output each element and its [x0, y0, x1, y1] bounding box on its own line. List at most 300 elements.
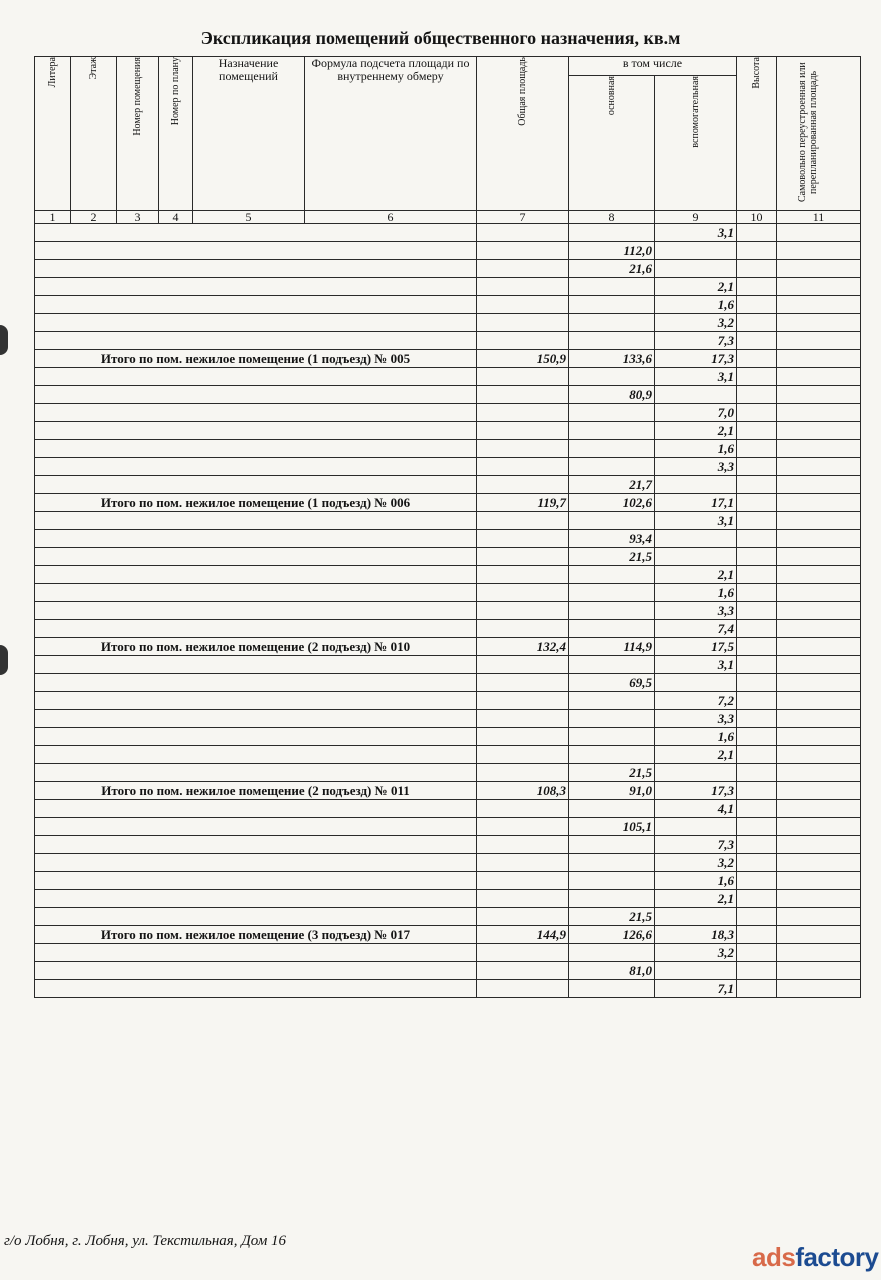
- subtotal-height: [737, 710, 777, 728]
- subtotal-label: [35, 458, 477, 476]
- subtotal-total-area: [477, 674, 569, 692]
- column-number: 1: [35, 211, 71, 224]
- subtotal-self-rebuilt: [777, 386, 861, 404]
- subtotal-aux-area: [655, 908, 737, 926]
- subtotal-label: [35, 260, 477, 278]
- subtotal-label: [35, 512, 477, 530]
- subtotal-label: [35, 818, 477, 836]
- subtotal-row: [35, 350, 861, 368]
- document-title: Экспликация помещений общественного назначения, кв.м: [200, 28, 681, 48]
- header-incl: в том числе: [569, 57, 737, 76]
- subtotal-self-rebuilt: [777, 692, 861, 710]
- subtotal-main-area: [569, 332, 655, 350]
- subtotal-aux-area: 7,0: [655, 404, 737, 422]
- subtotal-row: [35, 890, 861, 908]
- subtotal-height: [737, 584, 777, 602]
- subtotal-row: [35, 908, 861, 926]
- subtotal-total-area: [477, 368, 569, 386]
- subtotal-total-area: [477, 530, 569, 548]
- subtotal-total-area: [477, 314, 569, 332]
- subtotal-label: [35, 422, 477, 440]
- subtotal-aux-area: 1,6: [655, 728, 737, 746]
- subtotal-main-area: [569, 224, 655, 242]
- subtotal-total-area: [477, 818, 569, 836]
- subtotal-total-area: [477, 962, 569, 980]
- subtotal-aux-area: [655, 818, 737, 836]
- subtotal-main-area: [569, 890, 655, 908]
- subtotal-row: [35, 980, 861, 998]
- subtotal-main-area: [569, 800, 655, 818]
- subtotal-row: [35, 782, 861, 800]
- subtotal-row: [35, 746, 861, 764]
- subtotal-self-rebuilt: [777, 620, 861, 638]
- subtotal-label: [35, 800, 477, 818]
- subtotal-height: [737, 620, 777, 638]
- subtotal-height: [737, 872, 777, 890]
- subtotal-row: [35, 512, 861, 530]
- subtotal-main-area: [569, 422, 655, 440]
- subtotal-main-area: 105,1: [569, 818, 655, 836]
- subtotal-total-area: [477, 710, 569, 728]
- subtotal-height: [737, 530, 777, 548]
- subtotal-row: [35, 332, 861, 350]
- subtotal-row: [35, 242, 861, 260]
- column-number: 6: [305, 211, 477, 224]
- subtotal-label: [35, 944, 477, 962]
- subtotal-row: [35, 368, 861, 386]
- subtotal-height: [737, 548, 777, 566]
- address-footer: г/о Лобня, г. Лобня, ул. Текстильная, Дом 16: [4, 1233, 287, 1249]
- subtotal-label: [35, 656, 477, 674]
- subtotal-row: [35, 566, 861, 584]
- header-purpose: Назначение помещений: [193, 57, 305, 211]
- subtotal-aux-area: 3,3: [655, 458, 737, 476]
- column-number: 3: [117, 211, 159, 224]
- subtotal-height: [737, 764, 777, 782]
- subtotal-main-area: 133,6: [569, 350, 655, 368]
- subtotal-label: [35, 980, 477, 998]
- subtotal-label: [35, 584, 477, 602]
- subtotal-aux-area: [655, 260, 737, 278]
- subtotal-main-area: 21,5: [569, 764, 655, 782]
- header-total-area: Общая площадь: [477, 57, 569, 211]
- watermark-logo: adsfactory: [752, 1242, 879, 1272]
- subtotal-height: [737, 962, 777, 980]
- subtotal-row: [35, 638, 861, 656]
- subtotal-height: [737, 638, 777, 656]
- subtotal-self-rebuilt: [777, 818, 861, 836]
- column-number: 9: [655, 211, 737, 224]
- subtotal-aux-area: [655, 476, 737, 494]
- subtotal-row: [35, 458, 861, 476]
- subtotal-row: [35, 296, 861, 314]
- subtotal-aux-area: 17,1: [655, 494, 737, 512]
- subtotal-main-area: [569, 710, 655, 728]
- subtotal-aux-area: [655, 764, 737, 782]
- subtotal-label: Итого по пом. нежилое помещение (3 подъезд) № 017: [35, 926, 477, 944]
- subtotal-self-rebuilt: [777, 854, 861, 872]
- header-litera: Литера: [35, 57, 71, 211]
- subtotal-label: [35, 764, 477, 782]
- subtotal-height: [737, 422, 777, 440]
- subtotal-main-area: [569, 836, 655, 854]
- subtotal-self-rebuilt: [777, 332, 861, 350]
- subtotal-self-rebuilt: [777, 962, 861, 980]
- subtotal-row: [35, 728, 861, 746]
- subtotal-total-area: [477, 746, 569, 764]
- subtotal-height: [737, 782, 777, 800]
- subtotal-self-rebuilt: [777, 458, 861, 476]
- subtotal-total-area: [477, 908, 569, 926]
- subtotal-height: [737, 818, 777, 836]
- subtotal-height: [737, 926, 777, 944]
- header-room-no: Номер помещения: [117, 57, 159, 211]
- subtotal-label: [35, 674, 477, 692]
- subtotal-total-area: [477, 620, 569, 638]
- subtotal-aux-area: [655, 242, 737, 260]
- subtotal-label: [35, 620, 477, 638]
- subtotal-aux-area: 7,3: [655, 332, 737, 350]
- subtotal-aux-area: 2,1: [655, 890, 737, 908]
- subtotal-self-rebuilt: [777, 350, 861, 368]
- subtotal-row: [35, 944, 861, 962]
- subtotal-total-area: [477, 656, 569, 674]
- subtotal-row: [35, 260, 861, 278]
- subtotal-self-rebuilt: [777, 638, 861, 656]
- subtotal-label: [35, 602, 477, 620]
- subtotal-height: [737, 296, 777, 314]
- subtotal-main-area: 112,0: [569, 242, 655, 260]
- subtotal-main-area: [569, 728, 655, 746]
- subtotal-row: [35, 872, 861, 890]
- subtotal-self-rebuilt: [777, 494, 861, 512]
- subtotal-main-area: [569, 404, 655, 422]
- subtotal-height: [737, 260, 777, 278]
- subtotal-row: [35, 620, 861, 638]
- subtotal-aux-area: 3,3: [655, 710, 737, 728]
- subtotal-main-area: [569, 278, 655, 296]
- subtotal-aux-area: [655, 962, 737, 980]
- column-number: 11: [777, 211, 861, 224]
- subtotal-aux-area: 1,6: [655, 872, 737, 890]
- header-floor: Этаж: [71, 57, 117, 211]
- subtotal-total-area: [477, 332, 569, 350]
- subtotal-main-area: [569, 314, 655, 332]
- subtotal-self-rebuilt: [777, 296, 861, 314]
- subtotal-label: [35, 746, 477, 764]
- subtotal-aux-area: 3,2: [655, 854, 737, 872]
- subtotal-total-area: [477, 800, 569, 818]
- subtotal-total-area: [477, 224, 569, 242]
- subtotal-aux-area: 7,2: [655, 692, 737, 710]
- subtotal-main-area: [569, 620, 655, 638]
- subtotal-main-area: [569, 296, 655, 314]
- subtotal-label: Итого по пом. нежилое помещение (1 подъезд) № 006: [35, 494, 477, 512]
- column-numbers-row: [35, 211, 861, 224]
- subtotal-row: [35, 854, 861, 872]
- subtotal-self-rebuilt: [777, 710, 861, 728]
- subtotal-self-rebuilt: [777, 224, 861, 242]
- subtotal-label: [35, 440, 477, 458]
- subtotal-aux-area: 2,1: [655, 566, 737, 584]
- subtotal-row: [35, 440, 861, 458]
- subtotal-aux-area: 2,1: [655, 422, 737, 440]
- subtotal-height: [737, 566, 777, 584]
- subtotal-row: [35, 530, 861, 548]
- subtotal-height: [737, 242, 777, 260]
- subtotal-label: [35, 314, 477, 332]
- subtotal-self-rebuilt: [777, 836, 861, 854]
- subtotal-total-area: 132,4: [477, 638, 569, 656]
- subtotal-self-rebuilt: [777, 368, 861, 386]
- subtotal-height: [737, 728, 777, 746]
- subtotal-total-area: [477, 584, 569, 602]
- subtotal-self-rebuilt: [777, 674, 861, 692]
- subtotal-label: [35, 566, 477, 584]
- subtotal-aux-area: 7,1: [655, 980, 737, 998]
- subtotal-total-area: [477, 944, 569, 962]
- subtotal-total-area: [477, 278, 569, 296]
- subtotal-aux-area: 3,1: [655, 368, 737, 386]
- subtotal-height: [737, 854, 777, 872]
- subtotal-height: [737, 278, 777, 296]
- subtotal-main-area: 21,5: [569, 548, 655, 566]
- subtotal-row: [35, 692, 861, 710]
- subtotal-aux-area: 3,1: [655, 656, 737, 674]
- subtotal-self-rebuilt: [777, 404, 861, 422]
- subtotal-row: [35, 224, 861, 242]
- subtotal-main-area: [569, 440, 655, 458]
- subtotal-row: [35, 674, 861, 692]
- subtotal-row: [35, 494, 861, 512]
- subtotal-aux-area: 3,1: [655, 512, 737, 530]
- subtotal-height: [737, 476, 777, 494]
- subtotal-self-rebuilt: [777, 512, 861, 530]
- subtotal-total-area: [477, 764, 569, 782]
- subtotal-self-rebuilt: [777, 800, 861, 818]
- subtotal-total-area: [477, 512, 569, 530]
- subtotal-label: [35, 386, 477, 404]
- subtotal-height: [737, 512, 777, 530]
- subtotal-main-area: [569, 512, 655, 530]
- subtotal-self-rebuilt: [777, 566, 861, 584]
- subtotal-total-area: [477, 476, 569, 494]
- subtotal-label: [35, 332, 477, 350]
- subtotal-self-rebuilt: [777, 764, 861, 782]
- subtotal-row: [35, 278, 861, 296]
- subtotal-row: [35, 602, 861, 620]
- header-main: основная: [569, 76, 655, 211]
- subtotal-label: [35, 854, 477, 872]
- header-height: Высота: [737, 57, 777, 211]
- subtotal-aux-area: 3,2: [655, 314, 737, 332]
- subtotal-label: [35, 692, 477, 710]
- subtotal-aux-area: 3,3: [655, 602, 737, 620]
- subtotal-self-rebuilt: [777, 782, 861, 800]
- subtotal-row: [35, 764, 861, 782]
- subtotal-label: [35, 962, 477, 980]
- subtotal-height: [737, 656, 777, 674]
- subtotal-height: [737, 890, 777, 908]
- subtotal-total-area: [477, 458, 569, 476]
- explication-table: [34, 56, 861, 998]
- subtotal-label: [35, 530, 477, 548]
- subtotal-label: Итого по пом. нежилое помещение (1 подъезд) № 005: [35, 350, 477, 368]
- subtotal-main-area: [569, 566, 655, 584]
- column-number: 5: [193, 211, 305, 224]
- subtotal-height: [737, 746, 777, 764]
- subtotal-height: [737, 944, 777, 962]
- subtotal-height: [737, 314, 777, 332]
- subtotal-label: [35, 404, 477, 422]
- subtotal-aux-area: 18,3: [655, 926, 737, 944]
- subtotal-self-rebuilt: [777, 476, 861, 494]
- subtotal-self-rebuilt: [777, 890, 861, 908]
- subtotal-main-area: [569, 854, 655, 872]
- subtotal-label: [35, 476, 477, 494]
- subtotal-height: [737, 224, 777, 242]
- subtotal-main-area: [569, 980, 655, 998]
- binder-hole-top: [0, 325, 8, 355]
- subtotal-main-area: 93,4: [569, 530, 655, 548]
- subtotal-total-area: [477, 692, 569, 710]
- subtotal-aux-area: [655, 530, 737, 548]
- subtotal-height: [737, 692, 777, 710]
- subtotal-self-rebuilt: [777, 944, 861, 962]
- subtotal-total-area: [477, 548, 569, 566]
- subtotal-total-area: 119,7: [477, 494, 569, 512]
- subtotal-total-area: [477, 602, 569, 620]
- subtotal-height: [737, 800, 777, 818]
- subtotal-aux-area: 7,4: [655, 620, 737, 638]
- header-plan-no: Номер по плану: [159, 57, 193, 211]
- subtotal-total-area: 144,9: [477, 926, 569, 944]
- subtotal-self-rebuilt: [777, 908, 861, 926]
- subtotal-label: [35, 836, 477, 854]
- subtotal-label: [35, 548, 477, 566]
- subtotal-aux-area: 2,1: [655, 746, 737, 764]
- subtotal-height: [737, 602, 777, 620]
- subtotal-row: [35, 548, 861, 566]
- subtotal-label: [35, 278, 477, 296]
- subtotal-main-area: [569, 602, 655, 620]
- subtotal-aux-area: 3,1: [655, 224, 737, 242]
- subtotal-main-area: 21,5: [569, 908, 655, 926]
- subtotal-self-rebuilt: [777, 980, 861, 998]
- subtotal-row: [35, 656, 861, 674]
- subtotal-total-area: [477, 440, 569, 458]
- subtotal-total-area: [477, 566, 569, 584]
- subtotal-total-area: [477, 980, 569, 998]
- subtotal-label: [35, 224, 477, 242]
- subtotal-height: [737, 332, 777, 350]
- subtotal-label: [35, 890, 477, 908]
- subtotal-aux-area: [655, 386, 737, 404]
- subtotal-total-area: 108,3: [477, 782, 569, 800]
- column-number: 8: [569, 211, 655, 224]
- subtotal-main-area: [569, 584, 655, 602]
- subtotal-main-area: 81,0: [569, 962, 655, 980]
- subtotal-label: [35, 242, 477, 260]
- subtotal-self-rebuilt: [777, 440, 861, 458]
- subtotal-self-rebuilt: [777, 278, 861, 296]
- subtotal-total-area: 150,9: [477, 350, 569, 368]
- subtotal-aux-area: 17,5: [655, 638, 737, 656]
- column-number: 7: [477, 211, 569, 224]
- subtotal-row: [35, 800, 861, 818]
- subtotal-row: [35, 584, 861, 602]
- subtotal-label: [35, 728, 477, 746]
- subtotal-label: [35, 368, 477, 386]
- subtotal-self-rebuilt: [777, 584, 861, 602]
- subtotal-aux-area: [655, 674, 737, 692]
- subtotal-label: Итого по пом. нежилое помещение (2 подъезд) № 011: [35, 782, 477, 800]
- subtotal-self-rebuilt: [777, 872, 861, 890]
- subtotal-total-area: [477, 836, 569, 854]
- subtotal-main-area: 114,9: [569, 638, 655, 656]
- subtotal-aux-area: 4,1: [655, 800, 737, 818]
- subtotal-row: [35, 710, 861, 728]
- subtotal-total-area: [477, 422, 569, 440]
- subtotal-main-area: 21,6: [569, 260, 655, 278]
- subtotal-height: [737, 350, 777, 368]
- subtotal-main-area: 126,6: [569, 926, 655, 944]
- subtotal-main-area: [569, 656, 655, 674]
- header-aux: вспомогательная: [655, 76, 737, 211]
- subtotal-label: [35, 296, 477, 314]
- subtotal-total-area: [477, 242, 569, 260]
- subtotal-self-rebuilt: [777, 728, 861, 746]
- header-self-rebuilt: Самовольно переустроенная или перепланированная площадь: [777, 57, 861, 211]
- subtotal-aux-area: 2,1: [655, 278, 737, 296]
- subtotal-main-area: [569, 458, 655, 476]
- subtotal-height: [737, 458, 777, 476]
- subtotal-total-area: [477, 728, 569, 746]
- subtotal-label: [35, 908, 477, 926]
- column-number: 10: [737, 211, 777, 224]
- subtotal-row: [35, 962, 861, 980]
- subtotal-row: [35, 386, 861, 404]
- subtotal-total-area: [477, 854, 569, 872]
- explication-sheet: [34, 56, 860, 998]
- subtotal-row: [35, 926, 861, 944]
- subtotal-aux-area: 1,6: [655, 440, 737, 458]
- subtotal-self-rebuilt: [777, 260, 861, 278]
- subtotal-main-area: [569, 944, 655, 962]
- header-formula: Формула подсчета площади по внутреннему обмеру: [305, 57, 477, 211]
- subtotal-label: Итого по пом. нежилое помещение (2 подъезд) № 010: [35, 638, 477, 656]
- subtotal-aux-area: [655, 548, 737, 566]
- subtotal-aux-area: 1,6: [655, 584, 737, 602]
- subtotal-row: [35, 836, 861, 854]
- subtotal-row: [35, 476, 861, 494]
- subtotal-self-rebuilt: [777, 746, 861, 764]
- subtotal-self-rebuilt: [777, 530, 861, 548]
- subtotal-height: [737, 908, 777, 926]
- subtotal-main-area: 80,9: [569, 386, 655, 404]
- subtotal-self-rebuilt: [777, 602, 861, 620]
- column-number: 2: [71, 211, 117, 224]
- subtotal-main-area: 21,7: [569, 476, 655, 494]
- subtotal-height: [737, 674, 777, 692]
- subtotal-height: [737, 386, 777, 404]
- subtotal-height: [737, 404, 777, 422]
- subtotal-total-area: [477, 404, 569, 422]
- subtotal-row: [35, 314, 861, 332]
- subtotal-height: [737, 440, 777, 458]
- subtotal-total-area: [477, 890, 569, 908]
- subtotal-label: [35, 710, 477, 728]
